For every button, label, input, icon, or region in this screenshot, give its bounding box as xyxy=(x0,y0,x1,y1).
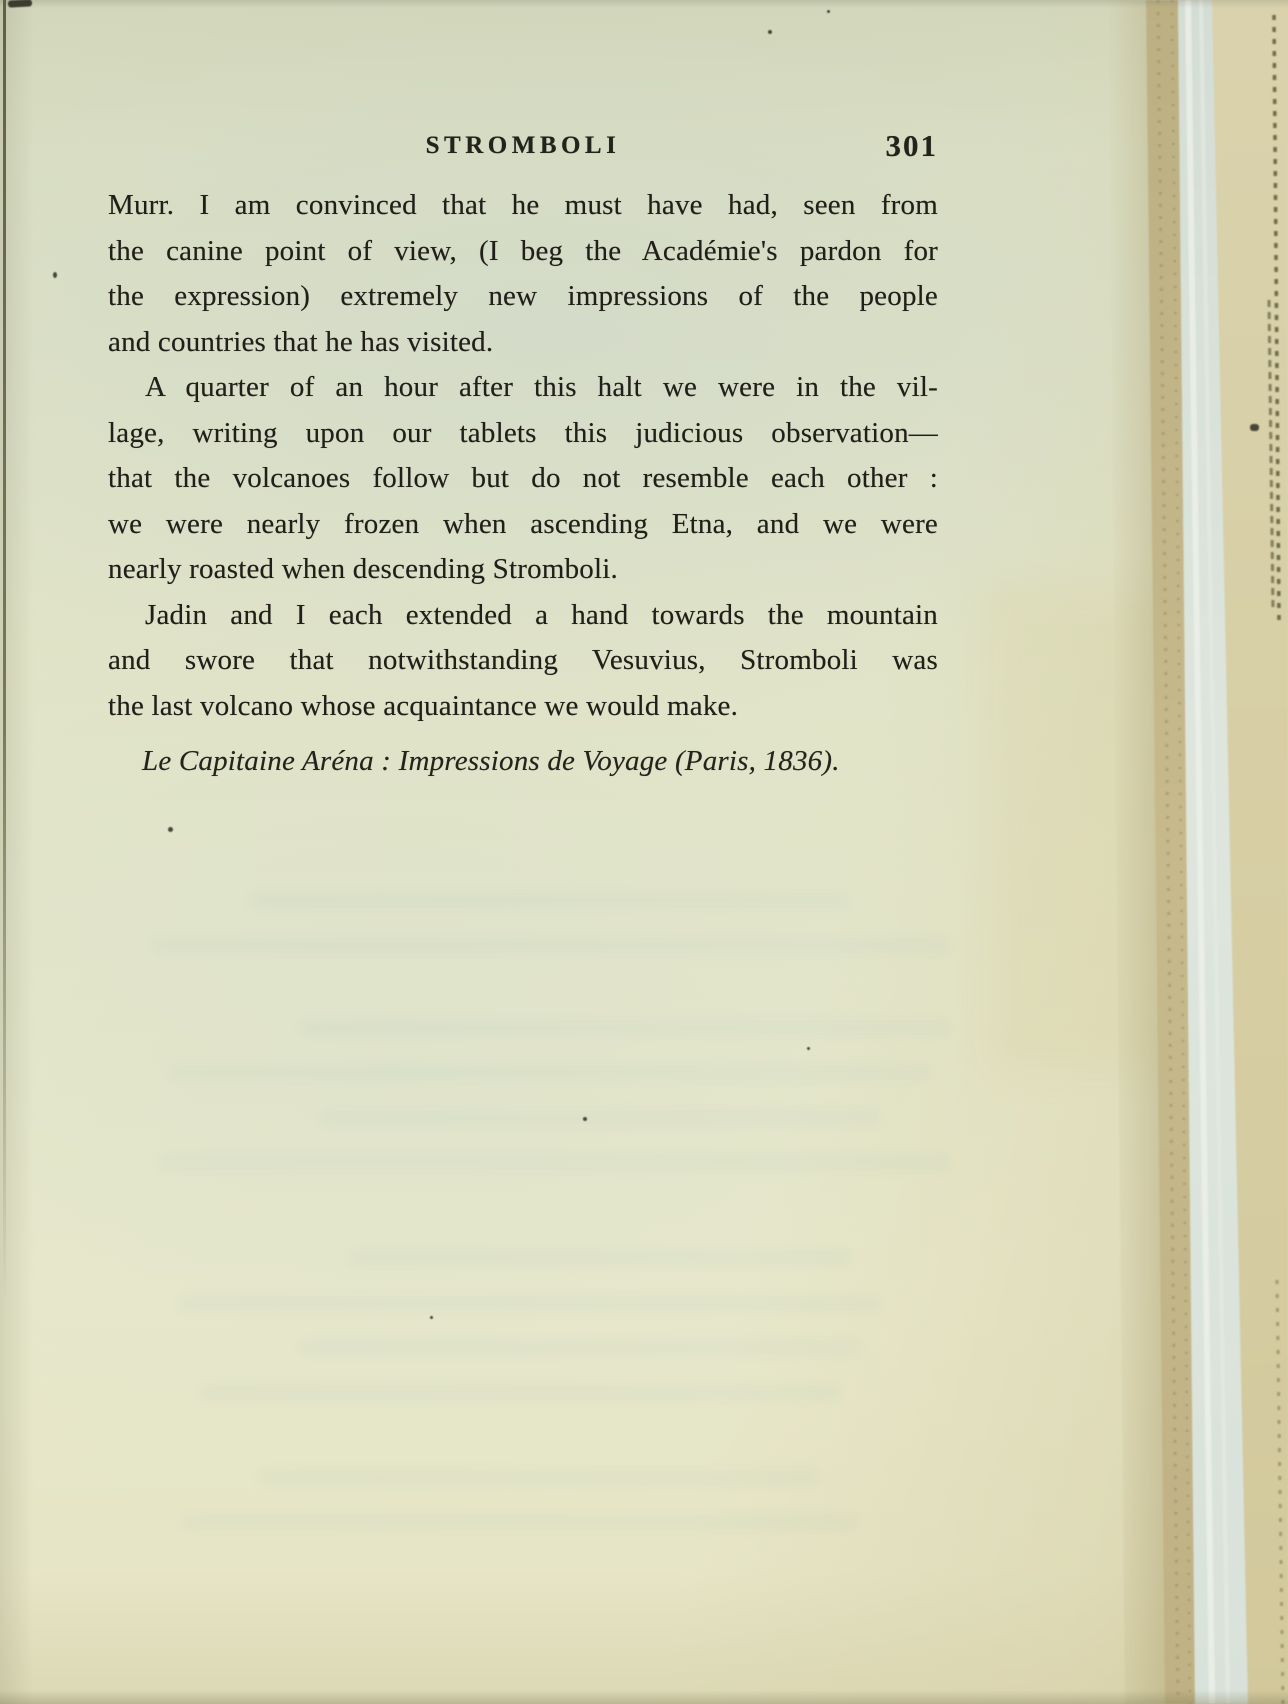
scan-artifact-speck xyxy=(827,10,830,13)
text-block xyxy=(108,183,938,729)
page-number: 301 xyxy=(885,128,938,163)
book-fore-edge xyxy=(1100,0,1288,1704)
scan-artifact-speck xyxy=(583,1117,587,1121)
bleed-through-band xyxy=(180,1296,880,1311)
text-line: we were nearly frozen when ascending Etna, and we were xyxy=(108,507,938,540)
bleed-through-band xyxy=(300,1340,860,1355)
text-line: the expression) extremely new impressions of the people xyxy=(108,280,938,312)
paragraph xyxy=(108,593,938,730)
paragraph xyxy=(108,365,938,593)
bleed-through-band xyxy=(350,1250,850,1265)
bleed-through-band xyxy=(200,1385,840,1400)
text-line: and countries that he has visited. xyxy=(108,325,494,358)
text-line: the canine point of view, (I beg the Académie's pardon for xyxy=(108,234,938,267)
scan-artifact-speck xyxy=(430,1316,433,1319)
top-edge-shade xyxy=(0,0,1288,8)
scan-artifact-speck xyxy=(768,30,772,34)
text-line: the last volcano whose acquaintance we would make. xyxy=(108,689,739,722)
bleed-through-band xyxy=(160,1155,950,1170)
bleed-through-band xyxy=(180,1515,860,1530)
bleed-through-band xyxy=(250,893,850,908)
text-line: lage, writing upon our tablets this judicious observation— xyxy=(108,416,938,449)
scan-artifact-mark xyxy=(8,0,32,8)
scan-artifact-speck xyxy=(168,827,173,832)
bleed-through-band xyxy=(320,1110,880,1125)
text-line: Jadin and I each extended a hand towards the mountain xyxy=(145,598,938,631)
paragraph xyxy=(108,183,938,365)
text-line: that the volcanoes follow but do not resemble each other : xyxy=(108,462,938,494)
text-line: A quarter of an hour after this halt we were in the vil- xyxy=(145,371,938,403)
running-title: STROMBOLI xyxy=(425,132,621,159)
citation-line: Le Capitaine Aréna : Impressions de Voyage (Paris, 1836). xyxy=(142,745,840,777)
left-edge-line xyxy=(3,0,6,1300)
bottom-edge-shade xyxy=(0,1690,1288,1704)
text-line: and swore that notwithstanding Vesuvius, Stromboli was xyxy=(108,644,938,676)
scan-artifact-speck xyxy=(807,1047,810,1050)
page-header xyxy=(108,128,938,162)
text-line: Murr. I am convinced that he must have had, seen from xyxy=(108,189,938,221)
scan-artifact-speck xyxy=(53,272,57,278)
text-line: nearly roasted when descending Stromboli. xyxy=(108,553,618,585)
bleed-through-band xyxy=(260,1470,820,1485)
bleed-through-band xyxy=(170,1065,930,1080)
bleed-through-band xyxy=(300,1020,950,1035)
bleed-through-band xyxy=(150,938,950,953)
